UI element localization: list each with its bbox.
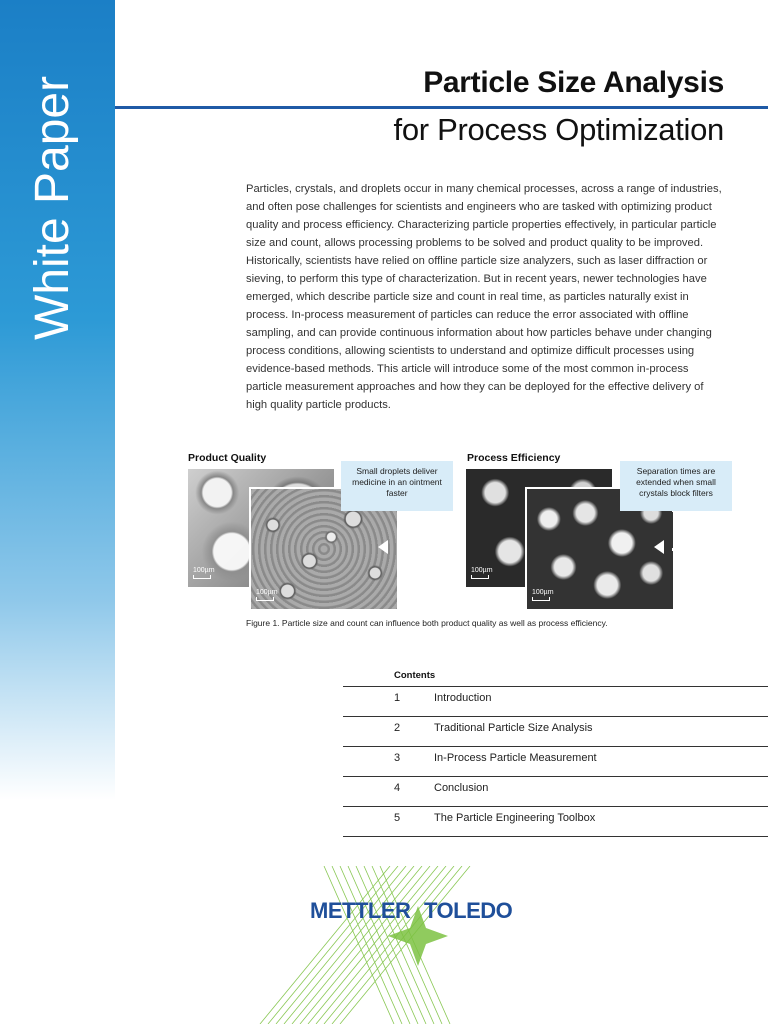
- sidebar-band: [0, 0, 115, 800]
- scale-bar: 100µm: [532, 589, 554, 601]
- contents-row[interactable]: [343, 747, 768, 777]
- contents-row[interactable]: [343, 717, 768, 747]
- figure-label-process-efficiency: Process Efficiency: [467, 452, 561, 464]
- contents-entry: Conclusion: [434, 782, 489, 794]
- contents-number: 4: [394, 782, 401, 794]
- callout-process-efficiency: Separation times are extended when small crystals block filters: [620, 461, 732, 511]
- page-subtitle: for Process Optimization: [393, 112, 724, 147]
- callout-product-quality: Small droplets deliver medicine in an ointment faster: [341, 461, 453, 511]
- document-type-label: White Paper: [26, 75, 79, 340]
- scale-bar: 100µm: [193, 567, 215, 579]
- contents-number: 3: [394, 752, 401, 764]
- contents-row[interactable]: [343, 687, 768, 717]
- logo-text-right: TOLEDO: [424, 898, 513, 923]
- logo-text-left: METTLER: [310, 898, 411, 923]
- contents-entry: Introduction: [434, 692, 492, 704]
- contents-row[interactable]: [343, 807, 768, 837]
- intro-paragraph: Particles, crystals, and droplets occur in many chemical processes, across a range of industries, and often pose challenges for scientists and engineers who are tasked with optimizing product quality and process efficiency. Characterizing particle properties effectively, in particular particle size and count, allows processing problems to be solved and product quality to be improved. Historically, scientists have relied on offline particle size analyzers, such as laser diffraction or sieving, to perform this type of characterization. But in recent years, newer technologies have emerged, which describe particle size and count in real time, as particles naturally exist in process. In-process measurement of particles can reduce the error associated with offline sampling, and can provide continuous information about how particles behave under changing process conditions, allowing scientists to understand and optimize difficult processes using evidence-based methods. This article will introduce some of the most common in-process particle measurement approaches and how they can be deployed for the effective delivery of high quality particle products.: [246, 183, 722, 411]
- arrow-left-icon: [654, 540, 664, 554]
- scale-bar: 100µm: [471, 567, 493, 579]
- callout-connector: [397, 509, 416, 551]
- title-divider: [115, 106, 768, 109]
- company-logo: [250, 866, 513, 1024]
- scale-bar: 100µm: [256, 589, 278, 601]
- contents-entry: Traditional Particle Size Analysis: [434, 722, 593, 734]
- page-title: Particle Size Analysis: [423, 66, 724, 99]
- figure-label-product-quality: Product Quality: [188, 452, 267, 464]
- contents-table: [343, 686, 768, 837]
- arrow-left-icon: [378, 540, 388, 554]
- contents-number: 5: [394, 812, 401, 824]
- figure-caption: Figure 1. Particle size and count can influence both product quality as well as process efficiency.: [246, 618, 608, 628]
- contents-row[interactable]: [343, 777, 768, 807]
- callout-connector: [672, 509, 691, 551]
- contents-entry: The Particle Engineering Toolbox: [434, 812, 596, 824]
- logo-mark-icon: [250, 866, 513, 1024]
- contents-number: 2: [394, 722, 401, 734]
- contents-entry: In-Process Particle Measurement: [434, 752, 597, 764]
- contents-number: 1: [394, 692, 401, 704]
- contents-title: Contents: [394, 670, 436, 681]
